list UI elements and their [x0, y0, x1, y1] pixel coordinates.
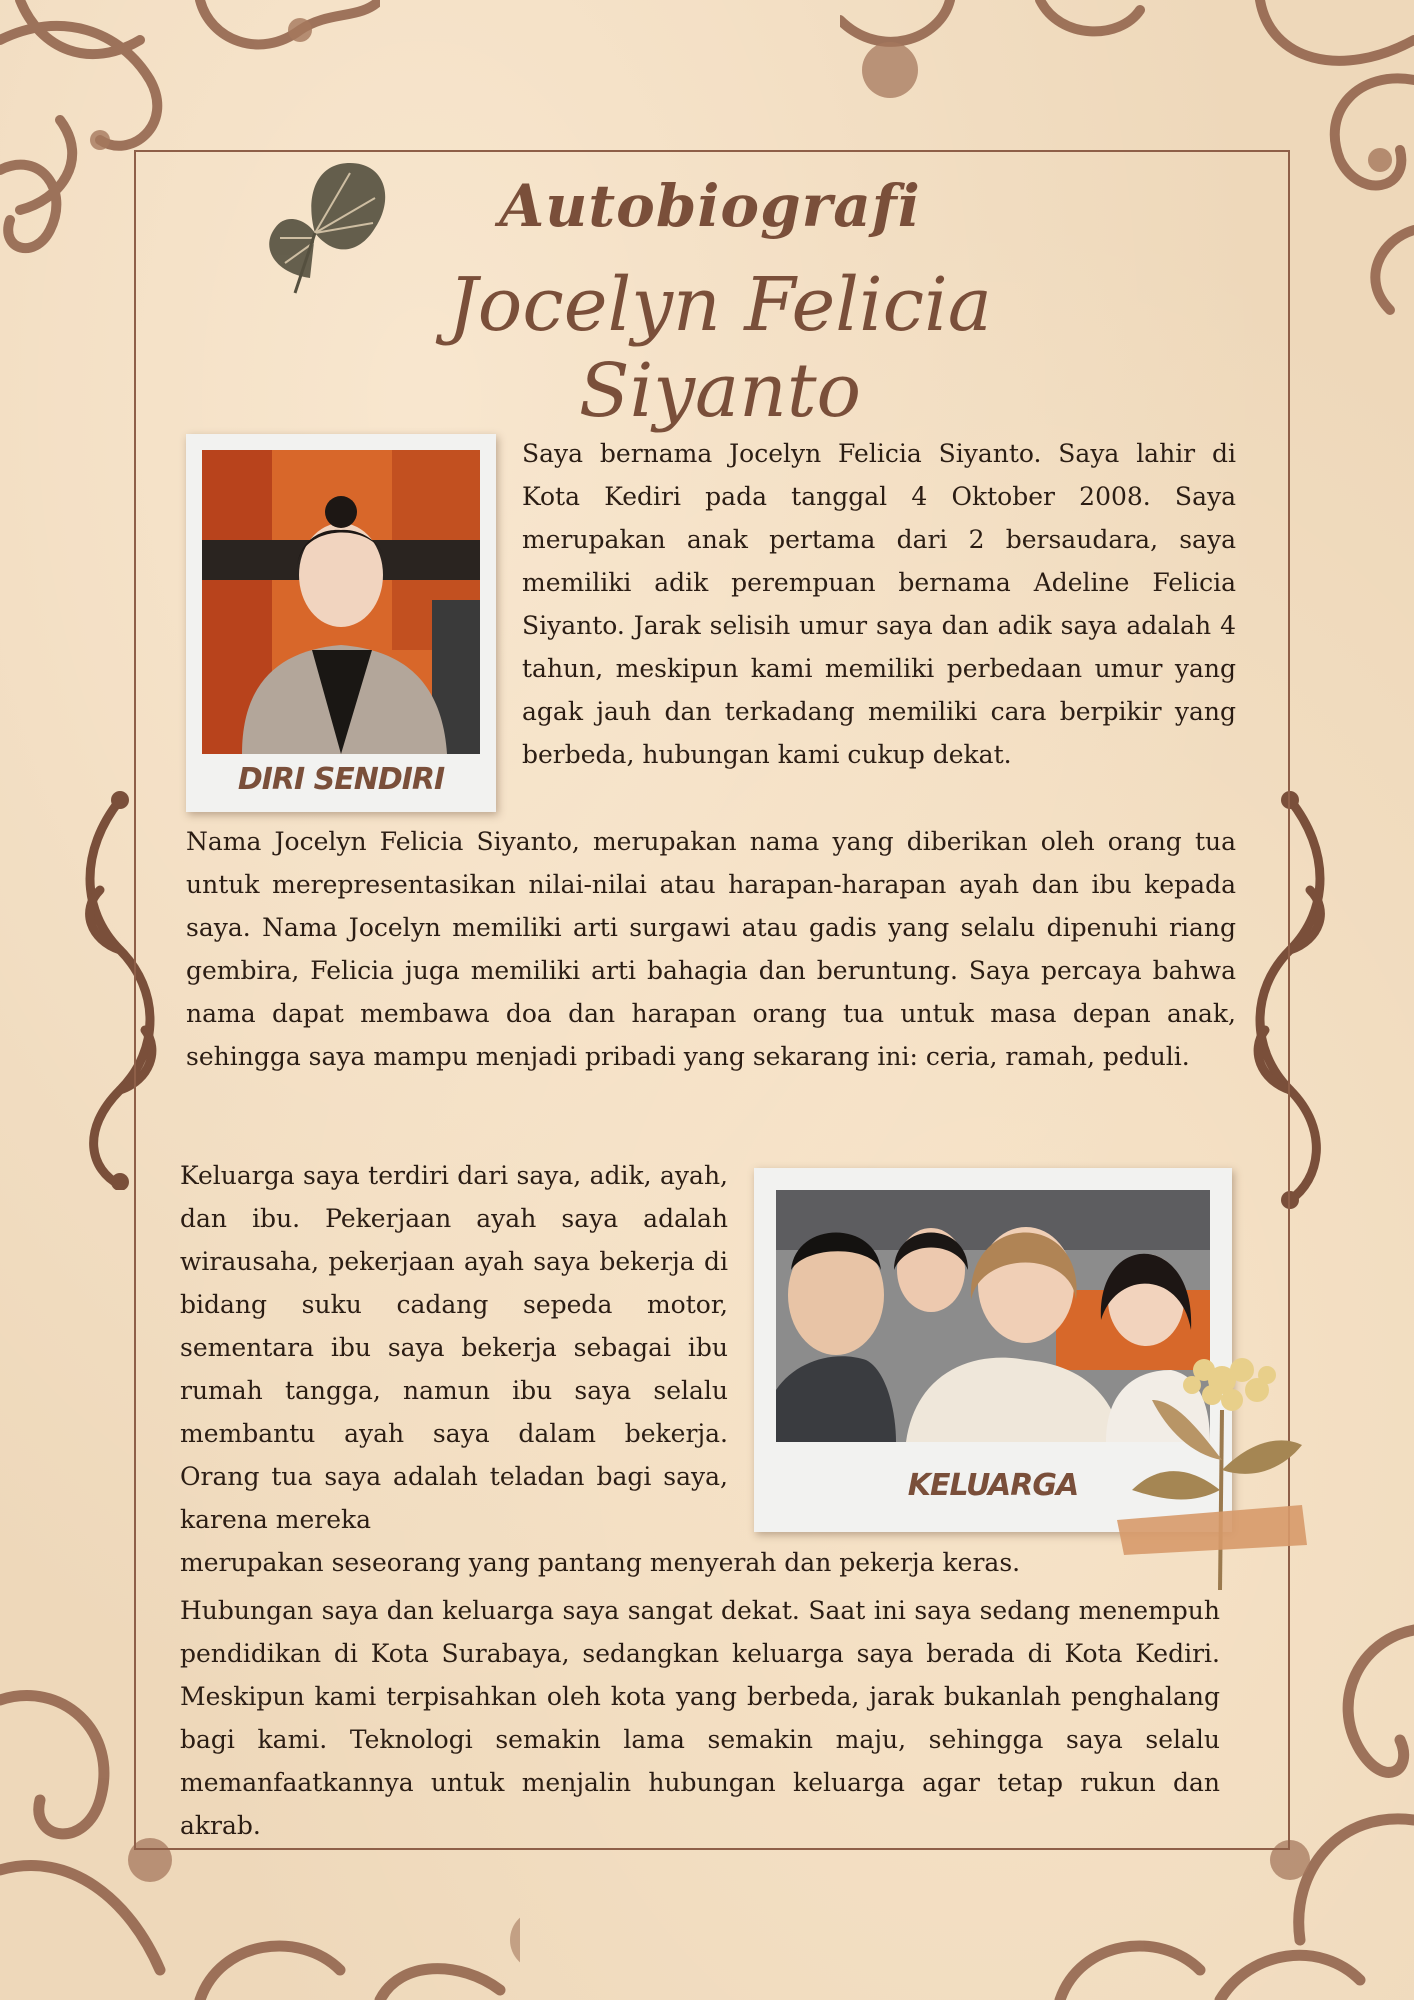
family-photo-caption: KELUARGA [907, 1468, 1079, 1503]
self-photo-frame [186, 434, 496, 812]
intro-paragraph: Saya bernama Jocelyn Felicia Siyanto. Saya lahir di Kota Kediri pada tanggal 4 Oktober 2008. Saya merupakan anak pertama dari 2 bersaudara, saya memiliki adik perempuan bernama Adeline Felicia Siyanto. Jarak selisih umur saya dan adik saya adalah 4 tahun, meskipun kami memiliki perbedaan umur yang agak jauh dan terkadang memiliki cara berpikir yang berbeda, hubungan kami cukup dekat. [522, 439, 1236, 769]
self-photo [202, 450, 480, 754]
family-paragraph-tail: merupakan seseorang yang pantang menyerah dan pekerja keras. [180, 1548, 1021, 1577]
family-paragraph: Keluarga saya terdiri dari saya, adik, ayah, dan ibu. Pekerjaan ayah saya adalah wirausaha, pekerjaan ayah saya bekerja di bidang suku cadang sepeda motor, sementara ibu saya bekerja sebagai ibu rumah tangga, namun ibu saya selalu membantu ayah saya dalam bekerja. Orang tua saya adalah teladan bagi saya, karena mereka [180, 1161, 728, 1534]
self-photo-caption: DIRI SENDIRI [237, 762, 445, 797]
name-meaning-paragraph: Nama Jocelyn Felicia Siyanto, merupakan nama yang diberikan oleh orang tua untuk merepresentasikan nilai-nilai atau harapan-harapan ayah dan ibu kepada saya. Nama Jocelyn memiliki arti surgawi atau gadis yang selalu dipenuhi riang gembira, Felicia juga memiliki arti bahagia dan beruntung. Saya percaya bahwa nama dapat membawa doa dan harapan orang tua untuk masa depan anak, sehingga saya mampu menjadi pribadi yang sekarang ini: ceria, ramah, peduli. [186, 827, 1236, 1071]
dried-flower-icon [1112, 1340, 1322, 1590]
author-name: Jocelyn Felicia Siyanto [448, 262, 992, 434]
page-title: Autobiografi [499, 172, 921, 240]
relationship-paragraph: Hubungan saya dan keluarga saya sangat dekat. Saat ini saya sedang menempuh pendidikan di Kota Surabaya, sedangkan keluarga saya berada di Kota Kediri. Meskipun kami terpisahkan oleh kota yang berbeda, jarak bukanlah penghalang bagi kami. Teknologi semakin lama semakin maju, sehingga saya selalu memanfaatkannya untuk menjalin hubungan keluarga agar tetap rukun dan akrab. [180, 1596, 1220, 1840]
